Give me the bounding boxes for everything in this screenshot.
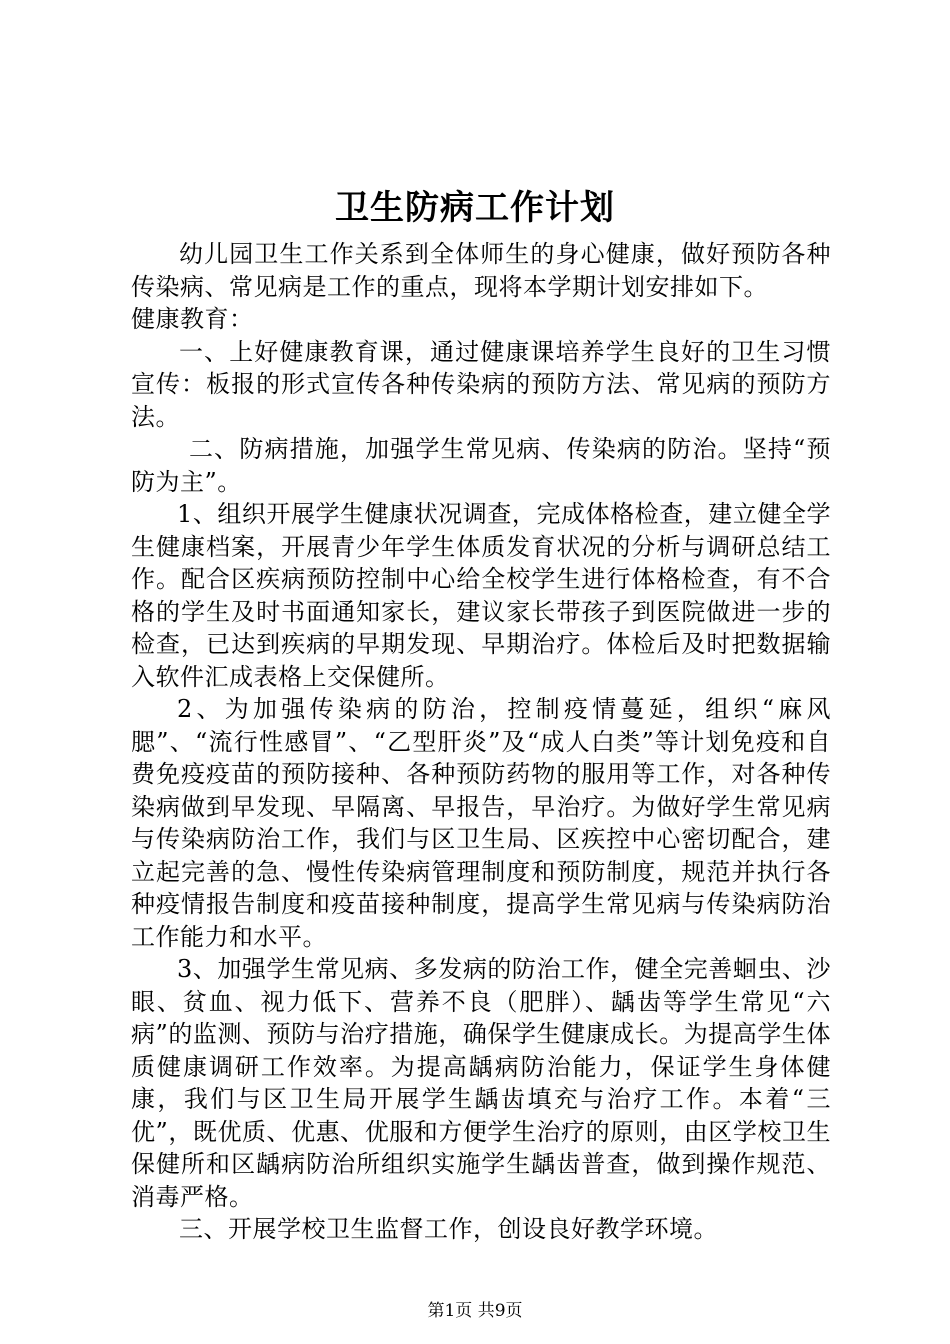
section-heading-health-education: 健康教育： — [131, 305, 254, 333]
page-footer: 第1页 共9页 — [427, 1301, 523, 1321]
paragraph-subitem-3: 3、加强学生常见病、多发病的防治工作，健全完善蛔虫、沙眼、贫血、视力低下、营养不良（肥胖）、龋齿等学生常见“六病”的监测、预防与治疗措施，确保学生健康成长。为提高学生体质健康调研工作效率。为提高龋病防治能力，保证学生身体健康，我们与区卫生局开展学生龋齿填充与治疗工作。本着“三优”，既优质、优惠、优服和方便学生治疗的原则，由区学校卫生保健所和区龋病防治所组织实施学生龋齿普查，做到操作规范、消毒严格。 — [131, 955, 831, 1211]
paragraph-item-3: 三、开展学校卫生监督工作，创设良好教学环境。 — [179, 1215, 718, 1243]
document-title: 卫生防病工作计划 — [335, 188, 615, 228]
intro-paragraph: 幼儿园卫生工作关系到全体师生的身心健康，做好预防各种传染病、常见病是工作的重点，现将本学期计划安排如下。 — [131, 240, 831, 301]
paragraph-subitem-2: 2、为加强传染病的防治，控制疫情蔓延，组织“麻风腮”、“流行性感冒”、“乙型肝炎”及“成人白类”等计划免疫和自费免疫疫苗的预防接种、各种预防药物的服用等工作，对各种传染病做到早发现、早隔离、早报告，早治疗。为做好学生常见病与传染病防治工作，我们与区卫生局、区疾控中心密切配合，建立起完善的急、慢性传染病管理制度和预防制度，规范并执行各种疫情报告制度和疫苗接种制度，提高学生常见病与传染病防治工作能力和水平。 — [131, 695, 831, 951]
document-body — [131, 238, 831, 1246]
paragraph-item-2: 二、防病措施，加强学生常见病、传染病的防治。坚持“预防为主”。 — [131, 435, 831, 496]
paragraph-item-1: 一、上好健康教育课，通过健康课培养学生良好的卫生习惯宣传：板报的形式宣传各种传染病的预防方法、常见病的预防方法。 — [131, 337, 831, 431]
paragraph-subitem-1: 1、组织开展学生健康状况调查，完成体格检查，建立健全学生健康档案，开展青少年学生体质发育状况的分析与调研总结工作。配合区疾病预防控制中心给全校学生进行体格检查，有不合格的学生及时书面通知家长，建议家长带孩子到医院做进一步的检查，已达到疾病的早期发现、早期治疗。体检后及时把数据输入软件汇成表格上交保健所。 — [131, 500, 831, 691]
